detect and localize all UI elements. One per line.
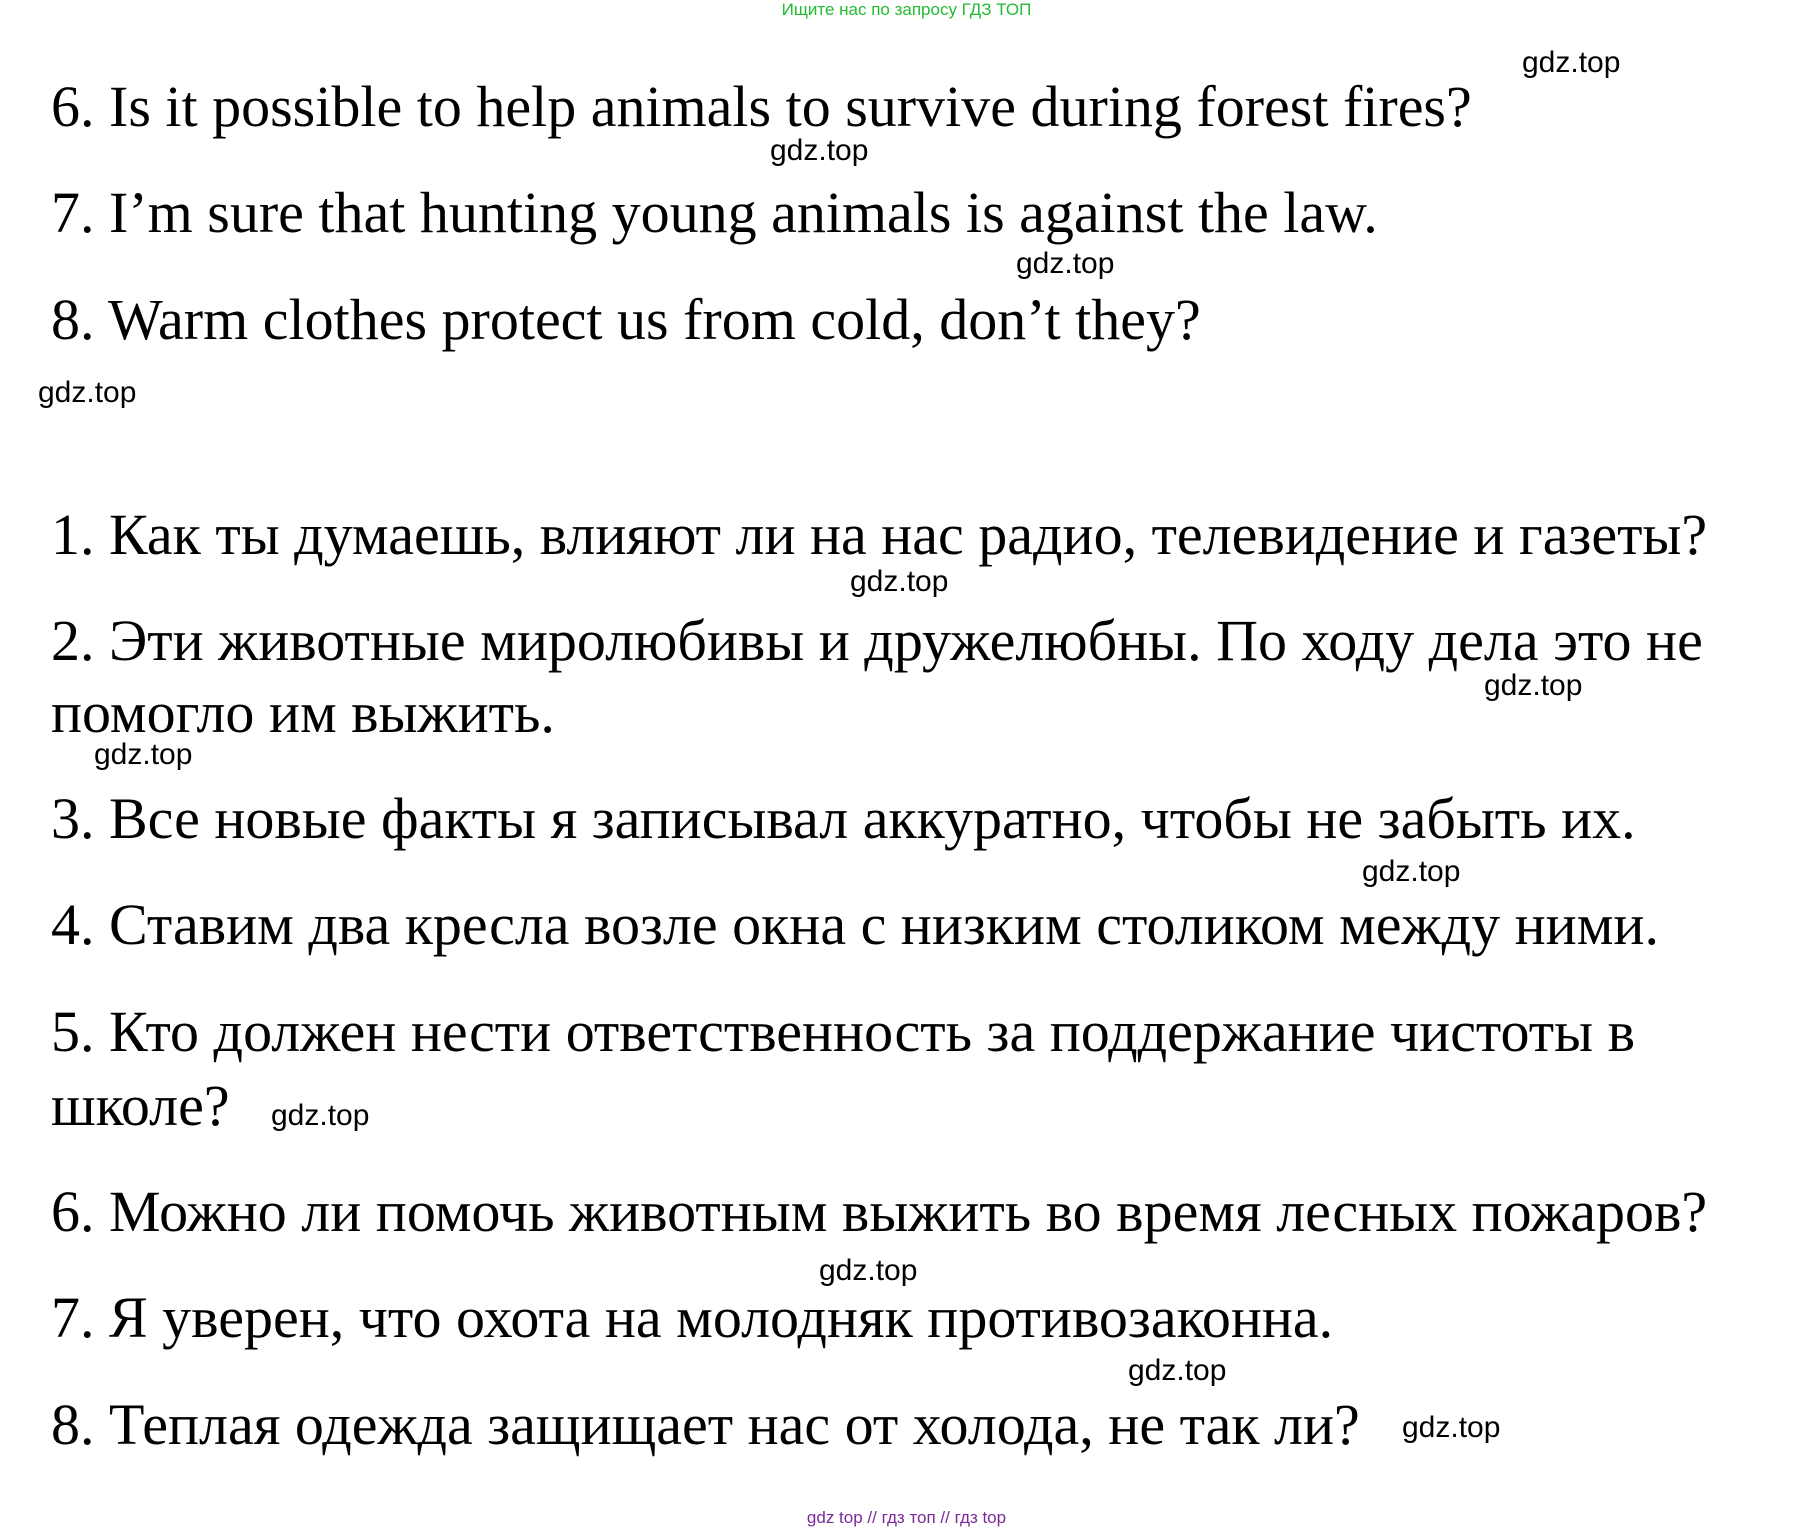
english-sentence-7: 7. I’m sure that hunting young animals is against the law. (51, 180, 1378, 245)
watermark: gdz.top (94, 738, 193, 771)
watermark: gdz.top (38, 376, 137, 409)
watermark: gdz.top (1128, 1354, 1227, 1387)
russian-sentence-1: 1. Как ты думаешь, влияют ли на нас радио, телевидение и газеты? (51, 502, 1708, 567)
watermark: gdz.top (819, 1254, 918, 1287)
top-banner: Ищите нас по запросу ГДЗ ТОП (781, 0, 1032, 19)
russian-sentence-6: 6. Можно ли помочь животным выжить во время лесных пожаров? (51, 1179, 1708, 1244)
watermark: gdz.top (850, 565, 949, 598)
watermark: gdz.top (770, 134, 869, 167)
russian-sentence-4: 4. Ставим два кресла возле окна с низким столиком между ними. (51, 892, 1659, 957)
russian-sentence-8: 8. Теплая одежда защищает нас от холода, не так ли? (51, 1392, 1360, 1457)
watermark: gdz.top (271, 1099, 370, 1132)
watermark: gdz.top (1522, 46, 1621, 79)
english-sentence-6: 6. Is it possible to help animals to survive during forest fires? (51, 74, 1472, 139)
russian-sentence-5-cont: школе? (51, 1073, 230, 1138)
russian-sentence-2-cont: помогло им выжить. (51, 680, 555, 745)
english-sentence-8: 8. Warm clothes protect us from cold, don’t they? (51, 287, 1201, 352)
watermark: gdz.top (1016, 247, 1115, 280)
russian-sentence-2: 2. Эти животные миролюбивы и дружелюбны. По ходу дела это не (51, 608, 1703, 673)
footer-text: gdz top // гдз топ // гдз top (806, 1508, 1007, 1527)
watermark: gdz.top (1484, 669, 1583, 702)
russian-sentence-7: 7. Я уверен, что охота на молодняк противозаконна. (51, 1285, 1334, 1350)
russian-sentence-5: 5. Кто должен нести ответственность за поддержание чистоты в (51, 999, 1635, 1064)
russian-sentence-3: 3. Все новые факты я записывал аккуратно, чтобы не забыть их. (51, 786, 1636, 851)
watermark: gdz.top (1402, 1411, 1501, 1444)
watermark: gdz.top (1362, 855, 1461, 888)
